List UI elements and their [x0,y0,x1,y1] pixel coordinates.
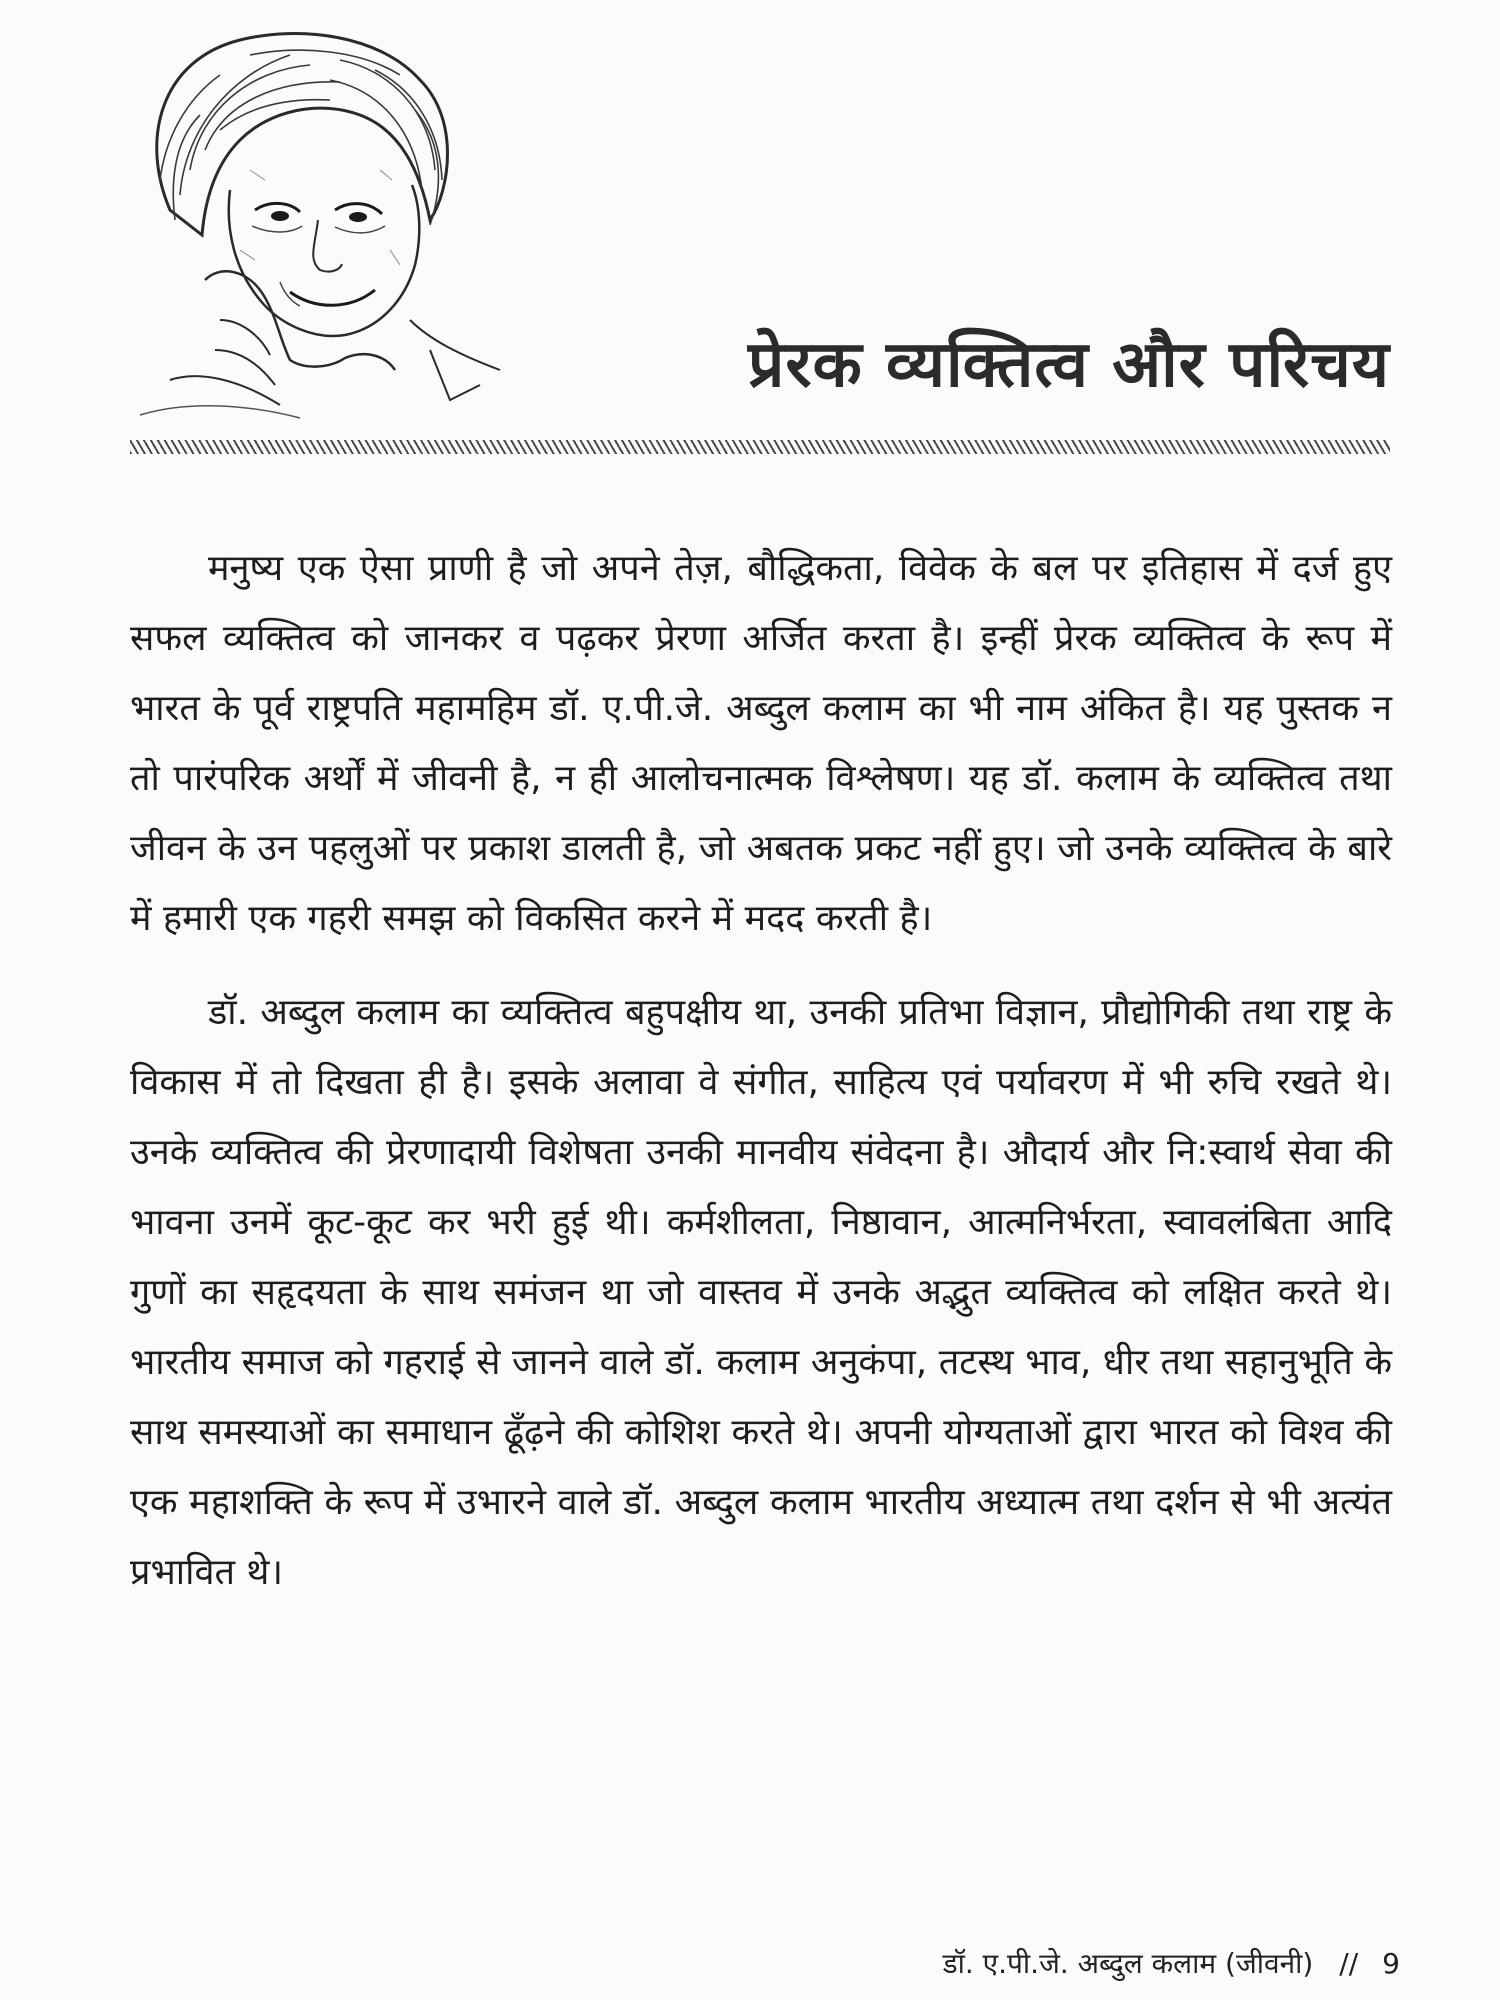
page-number: 9 [1382,1947,1400,1980]
running-title: डॉ. ए.पी.जे. अब्दुल कलाम (जीवनी) [942,1947,1314,1980]
chapter-title: प्रेरक व्यक्तित्व और परिचय [747,328,1390,402]
chapter-body [130,534,1392,1608]
page-footer [943,1944,1400,1982]
paragraph: मनुष्य एक ऐसा प्राणी है जो अपने तेज़, बौद्धिकता, विवेक के बल पर इतिहास में दर्ज हुए सफल व्यक्तित्व को जानकर व पढ़कर प्रेरणा अर्जित करता है। इन्हीं प्रेरक व्यक्तित्व के रूप में भारत के पूर्व राष्ट्रपति महामहिम डॉ. ए.पी.जे. अब्दुल कलाम का भी नाम अंकित है। यह पुस्तक न तो पारंपरिक अर्थों में जीवनी है, न ही आलोचनात्मक विश्लेषण। यह डॉ. कलाम के व्यक्तित्व तथा जीवन के उन पहलुओं पर प्रकाश डालती है, जो अबतक प्रकट नहीं हुए। जो उनके व्यक्तित्व के बारे में हमारी एक गहरी समझ को विकसित करने में मदद करती है। [130,548,1392,939]
footer-separator: // [1339,1947,1359,1980]
title-divider [130,440,1390,454]
portrait-sketch-icon [130,20,510,420]
paragraph: डॉ. अब्दुल कलाम का व्यक्तित्व बहुपक्षीय था, उनकी प्रतिभा विज्ञान, प्रौद्योगिकी तथा राष्ट्र के विकास में तो दिखता ही है। इसके अलावा वे संगीत, साहित्य एवं पर्यावरण में भी रुचि रखते थे। उनके व्यक्तित्व की प्रेरणादायी विशेषता उनकी मानवीय संवेदना है। औदार्य और नि:स्वार्थ सेवा की भावना उनमें कूट-कूट कर भरी हुई थी। कर्मशीलता, निष्ठावान, आत्मनिर्भरता, स्वावलंबिता आदि गुणों का सहृदयता के साथ समंजन था जो वास्तव में उनके अद्भुत व्यक्तित्व को लक्षित करते थे। भारतीय समाज को गहराई से जानने वाले डॉ. कलाम अनुकंपा, तटस्थ भाव, धीर तथा सहानुभूति के साथ समस्याओं का समाधान ढूँढ़ने की कोशिश करते थे। अपनी योग्यताओं द्वारा भारत को विश्व की एक महाशक्ति के रूप में उभारने वाले डॉ. अब्दुल कलाम भारतीय अध्यात्म तथा दर्शन से भी अत्यंत प्रभावित थे। [130,992,1392,1593]
